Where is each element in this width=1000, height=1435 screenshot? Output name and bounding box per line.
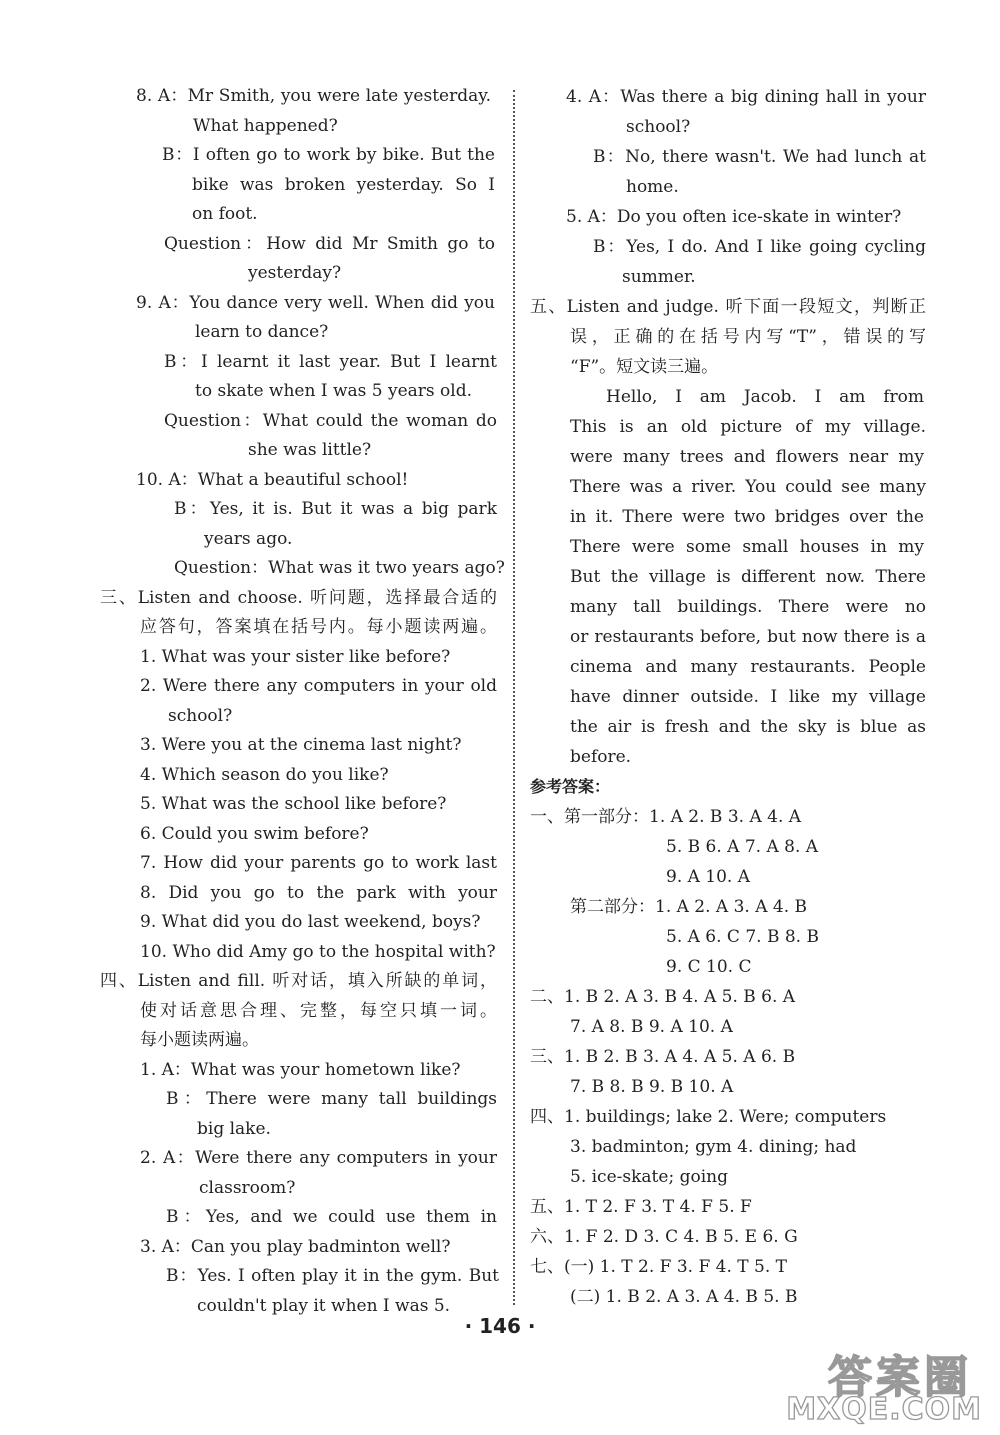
- text-line-r20: cinema and many restaurants. People: [570, 657, 926, 677]
- text-line-r2: school?: [626, 117, 691, 137]
- text-line-a6: 9. C 10. C: [666, 957, 752, 977]
- left-column: [100, 82, 505, 1321]
- text-line-r12: This is an old picture of my village.: [570, 417, 926, 437]
- watermark-title: 答案圈: [828, 1352, 972, 1403]
- text-line-l19: 应答句，答案填在括号内。每小题读两遍。: [140, 617, 497, 637]
- text-line-r11: Hello, I am Jacob. I am from: [606, 387, 924, 407]
- text-line-l3: B：I often go to work by bike. But the: [162, 145, 495, 165]
- text-line-a12: 3. badminton; gym 4. dining; had: [570, 1137, 857, 1157]
- right-column: [530, 82, 930, 1312]
- text-line-r6: B：Yes, I do. And I like going cycling: [593, 237, 926, 257]
- text-line-a17: (二) 1. B 2. A 3. A 4. B 5. B: [570, 1287, 798, 1307]
- text-line-l40: 3. A：Can you play badminton well?: [140, 1236, 451, 1257]
- text-line-l12: Question：What could the woman do: [164, 410, 497, 431]
- text-line-r17: But the village is different now. There: [570, 567, 926, 587]
- text-line-l37: 2. A：Were there any computers in your: [140, 1148, 497, 1168]
- text-line-l33: 每小题读两遍。: [140, 1030, 259, 1050]
- text-line-l30: 10. Who did Amy go to the hospital with?: [140, 941, 496, 962]
- text-line-l38: classroom?: [199, 1177, 296, 1198]
- text-line-a4: 第二部分：1. A 2. A 3. A 4. B: [570, 897, 808, 917]
- text-line-a3: 9. A 10. A: [666, 867, 751, 887]
- page-number: · 146 ·: [464, 1314, 536, 1338]
- text-line-r1: 4. A：Was there a big dining hall in your: [566, 87, 926, 107]
- text-line-l1: 8. A：Mr Smith, you were late yesterday.: [136, 86, 491, 106]
- answer-key: [530, 802, 930, 1312]
- text-line-l9: learn to dance?: [195, 322, 329, 342]
- text-line-r14: There was a river. You could see many: [570, 477, 926, 497]
- text-line-a2: 5. B 6. A 7. A 8. A: [666, 837, 819, 857]
- text-line-a5: 5. A 6. C 7. B 8. B: [666, 927, 819, 947]
- text-line-l4: bike was broken yesterday. So I: [192, 174, 495, 195]
- text-line-l29: 9. What did you do last weekend, boys?: [140, 912, 481, 932]
- text-line-l16: years ago.: [204, 528, 293, 549]
- text-line-a7: 二、1. B 2. A 3. B 4. A 5. B 6. A: [530, 987, 796, 1007]
- text-line-a1: 一、第一部分：1. A 2. B 3. A 4. A: [530, 807, 802, 827]
- answer-key-heading: 参考答案：: [530, 777, 611, 796]
- text-line-l6: Question：How did Mr Smith go to: [164, 233, 495, 254]
- text-line-l27: 7. How did your parents go to work last: [140, 853, 497, 873]
- text-line-l26: 6. Could you swim before?: [140, 823, 369, 844]
- watermark-url: MXQE.COM: [786, 1392, 982, 1427]
- text-line-l7: yesterday?: [248, 263, 342, 283]
- text-line-l10: B：I learnt it last year. But I learnt: [164, 351, 497, 372]
- text-line-r22: the air is fresh and the sky is blue as: [570, 717, 926, 737]
- text-line-r5: 5. A：Do you often ice-skate in winter?: [566, 207, 902, 227]
- text-line-l22: school?: [168, 705, 233, 726]
- text-line-l23: 3. Were you at the cinema last night?: [140, 735, 462, 755]
- text-line-l34: 1. A：What was your hometown like?: [140, 1059, 461, 1080]
- text-line-a14: 五、1. T 2. F 3. T 4. F 5. F: [530, 1197, 752, 1217]
- text-line-l17: Question：What was it two years ago?: [174, 558, 505, 578]
- text-line-l15: B：Yes, it is. But it was a big park: [174, 499, 497, 519]
- column-divider: [513, 90, 515, 1305]
- text-line-l31: 四、Listen and fill. 听对话，填入所缺的单词，: [100, 971, 497, 991]
- text-line-l42: couldn't play it when I was 5.: [197, 1295, 451, 1316]
- text-line-a8: 7. A 8. B 9. A 10. A: [570, 1017, 733, 1037]
- listening-text: [530, 82, 930, 772]
- watermark-logo: [692, 1339, 992, 1429]
- text-line-r8: 五、Listen and judge. 听下面一段短文，判断正: [530, 297, 926, 317]
- text-line-l13: she was little?: [248, 440, 372, 460]
- text-line-a10: 7. B 8. B 9. B 10. A: [570, 1077, 734, 1097]
- text-line-r13: were many trees and flowers near my: [570, 447, 924, 467]
- text-line-r21: have dinner outside. I like my village: [570, 687, 926, 707]
- text-line-r3: B：No, there wasn't. We had lunch at: [593, 147, 926, 167]
- text-line-a15: 六、1. F 2. D 3. C 4. B 5. E 6. G: [530, 1227, 798, 1247]
- text-line-r15: in it. There were two bridges over the: [570, 507, 924, 527]
- text-line-l39: B：Yes, and we could use them in: [166, 1207, 497, 1227]
- text-line-l35: B：There were many tall buildings: [166, 1089, 497, 1109]
- text-line-a13: 5. ice-skate; going: [570, 1167, 728, 1187]
- text-line-l11: to skate when I was 5 years old.: [195, 381, 473, 401]
- text-line-l21: 2. Were there any computers in your old: [140, 676, 497, 696]
- text-line-l25: 5. What was the school like before?: [140, 794, 447, 814]
- text-line-l36: big lake.: [197, 1118, 271, 1139]
- text-line-l8: 9. A：You dance very well. When did you: [136, 292, 495, 313]
- text-line-r10: “F”。短文读三遍。: [570, 357, 719, 377]
- text-line-l28: 8. Did you go to the park with your: [140, 882, 497, 903]
- text-line-a16: 七、(一) 1. T 2. F 3. F 4. T 5. T: [530, 1257, 788, 1277]
- text-line-l32: 使对话意思合理、完整，每空只填一词。: [140, 1000, 497, 1021]
- text-line-l20: 1. What was your sister like before?: [140, 646, 451, 667]
- text-line-a9: 三、1. B 2. B 3. A 4. A 5. A 6. B: [530, 1047, 796, 1067]
- text-line-l41: B：Yes. I often play it in the gym. But: [166, 1266, 499, 1286]
- text-line-l2: What happened?: [193, 115, 338, 136]
- text-line-r18: many tall buildings. There were no: [570, 597, 926, 617]
- text-line-r23: before.: [570, 747, 632, 767]
- text-line-r19: or restaurants before, but now there is a: [570, 627, 926, 647]
- text-line-r7: summer.: [622, 267, 696, 287]
- text-line-l18: 三、Listen and choose. 听问题，选择最合适的: [100, 587, 497, 608]
- text-line-l14: 10. A：What a beautiful school!: [136, 469, 409, 490]
- text-line-r4: home.: [626, 177, 679, 197]
- text-line-a11: 四、1. buildings; lake 2. Were; computers: [530, 1107, 887, 1127]
- text-line-r9: 误，正确的在括号内写“T”，错误的写: [570, 327, 926, 347]
- text-line-l24: 4. Which season do you like?: [140, 764, 389, 785]
- text-line-r16: There were some small houses in my: [570, 537, 924, 557]
- text-line-l5: on foot.: [192, 204, 258, 224]
